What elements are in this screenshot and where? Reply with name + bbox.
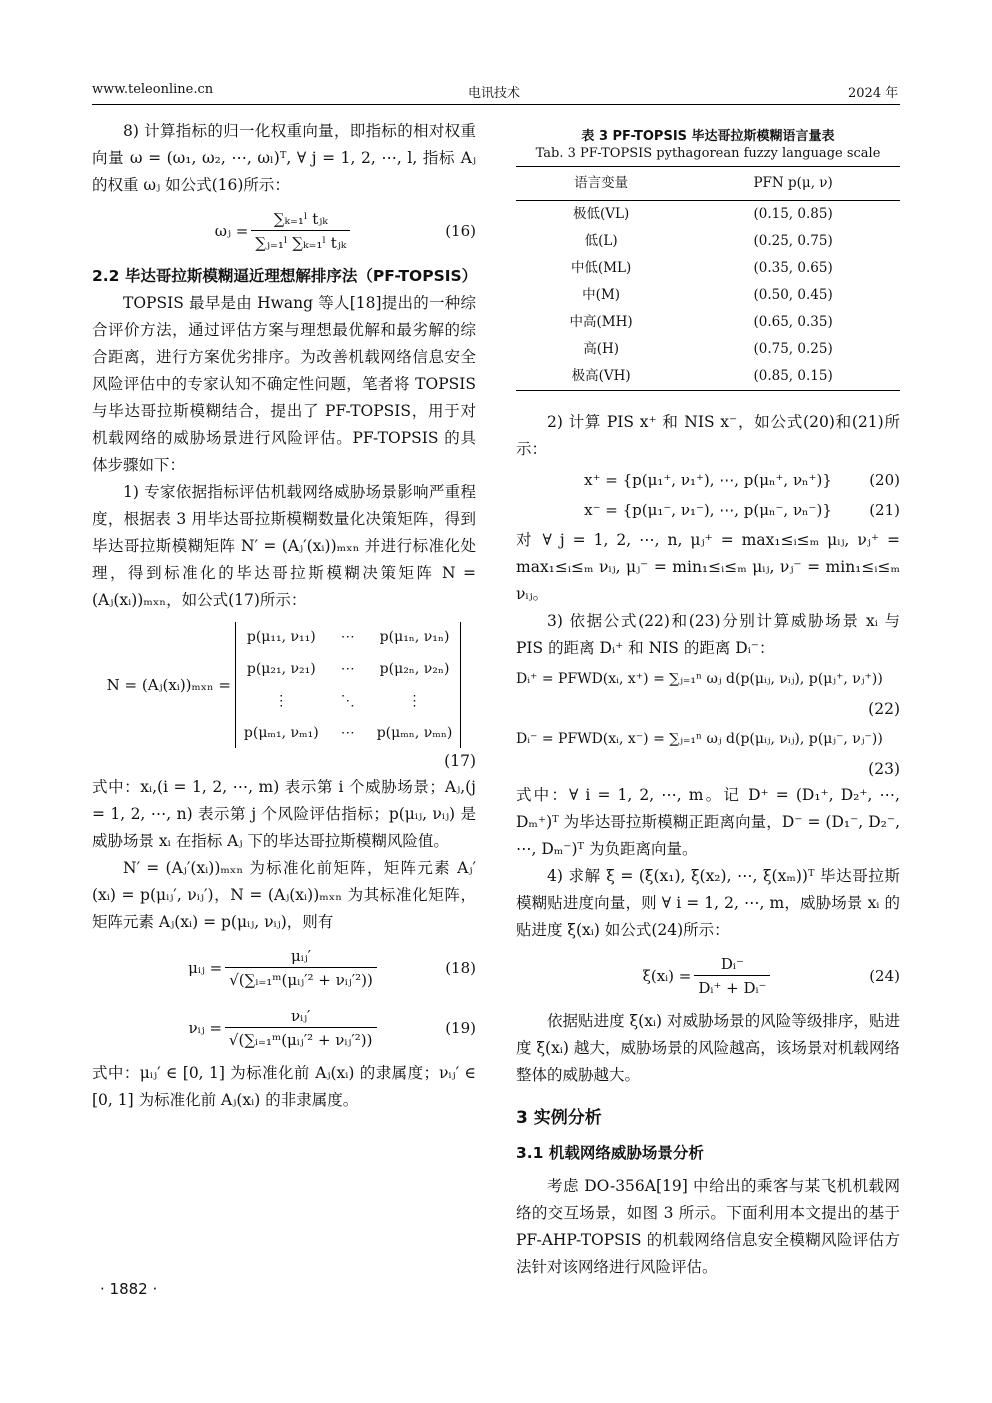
table-row [516,336,900,363]
header-url: www.teleonline.cn [92,82,214,97]
matrix-cell: p(μ₂ₙ, ν₂ₙ) [379,661,450,677]
paragraph-topsis-intro: TOPSIS 最早是由 Hwang 等人[18]提出的一种综合评价方法，通过评估方案与理想最优解和最劣解的综合距离，进行方案优劣排序。为改善机载网络信息安全风险评估中的专家认知不确定性问题，笔者将 TOPSIS 与毕达哥拉斯模糊结合，提出了 PF-TOPSIS，用于对机载网络的威胁场景进行风险评估。PF-TOPSIS 的具体步骤如下： [92,294,476,474]
paragraph-where-18-19: 式中：μᵢⱼ′ ∈ [0, 1] 为标准化前 Aⱼ(xᵢ) 的隶属度；νᵢⱼ′ ∈ [0, 1] 为标准化前 Aⱼ(xᵢ) 的非隶属度。 [92,1064,476,1109]
paragraph-step8: 8) 计算指标的归一化权重向量，即指标的相对权重向量 ω = (ω₁, ω₂, ⋯, ωₗ)ᵀ, ∀ j = 1, 2, ⋯, l, 指标 Aⱼ 的权重 ωⱼ 如公式(16)所示： [92,122,476,194]
eq18-lhs: μᵢⱼ = [188,959,223,977]
table-cell: 中低(ML) [570,260,632,276]
table-header-cell: PFN p(μ, ν) [686,167,900,201]
matrix-cell: ⋯ [340,629,355,645]
matrix-cell: ⋮ [407,693,422,709]
equation-24 [516,948,900,1004]
eq19-numerator: νᵢⱼ′ [225,1005,377,1028]
matrix-cell: ⋯ [340,661,355,677]
right-column [516,128,900,1281]
eq21-number: (21) [869,501,900,519]
eq23-body: Dᵢ⁻ = PFWD(xᵢ, x⁻) = ∑ⱼ₌₁ⁿ ωⱼ d(p(μᵢⱼ, νᵢⱼ), p(μⱼ⁻, νⱼ⁻)) [516,731,883,747]
matrix-cell: ⋯ [340,725,355,741]
matrix-cell: p(μ₂₁, ν₂₁) [246,661,316,677]
eq17-number: (17) [444,752,476,770]
eq19-lhs: νᵢⱼ = [188,1019,222,1037]
eq20-number: (20) [869,471,900,489]
matrix-cell: ⋮ [274,693,289,709]
eq16-denominator: ∑ⱼ₌₁ˡ ∑ₖ₌₁ˡ tⱼₖ [255,233,347,252]
eq16-fraction [251,208,350,255]
matrix-cell: p(μₘₙ, νₘₙ) [376,725,453,741]
left-column [92,118,476,1114]
eq20-body: x⁺ = {p(μ₁⁺, ν₁⁺), ⋯, p(μₙ⁺, νₙ⁺)} [584,471,832,489]
table-cell: (0.35, 0.65) [753,260,833,276]
paragraph-where-17: 式中：xᵢ,(i = 1, 2, ⋯, m) 表示第 i 个威胁场景；Aⱼ,(j = 1, 2, ⋯, n) 表示第 j 个风险评估指标；p(μᵢⱼ, νᵢⱼ) 是威胁场景 xᵢ 在指标 Aⱼ 下的毕达哥拉斯模糊风险值。 [92,778,476,850]
matrix-cell: p(μ₁ₙ, ν₁ₙ) [379,629,450,645]
table-cell: 极低(VL) [572,206,630,222]
eq16-numerator: ∑ₖ₌₁ˡ tⱼₖ [251,208,350,231]
eq19-number: (19) [445,1019,476,1037]
matrix-cell: p(μ₁₁, ν₁₁) [246,629,316,645]
table-cell: (0.65, 0.35) [753,314,833,330]
table-cell: 中(M) [582,287,621,303]
eq22-body: Dᵢ⁺ = PFWD(xᵢ, x⁺) = ∑ⱼ₌₁ⁿ ωⱼ d(p(μᵢⱼ, νᵢⱼ), p(μⱼ⁺, νⱼ⁺)) [516,671,883,687]
equation-22 [516,666,900,692]
eq21-body: x⁻ = {p(μ₁⁻, ν₁⁻), ⋯, p(μₙ⁻, νₙ⁻)} [584,501,832,519]
equation-18 [92,940,476,996]
table-cell: (0.15, 0.85) [753,206,833,222]
paragraph-step2: 2) 计算 PIS x⁺ 和 NIS x⁻，如公式(20)和(21)所示： [516,413,900,458]
table-row [516,201,900,229]
table-header-cell: 语言变量 [516,167,686,201]
equation-20 [516,467,900,493]
table-cell: 中高(MH) [569,314,633,330]
paragraph-step3: 3) 依据公式(22)和(23)分别计算威胁场景 xᵢ 与 PIS 的距离 Dᵢ⁺ 和 NIS 的距离 Dᵢ⁻： [516,612,900,657]
table3-caption-en: Tab. 3 PF-TOPSIS pythagorean fuzzy language scale [535,146,881,161]
section-3-heading: 3 实例分析 [516,1108,602,1128]
page-number: · 1882 · [100,1280,158,1298]
paragraph-step4: 4) 求解 ξ = (ξ(x₁), ξ(x₂), ⋯, ξ(xₘ))ᵀ 毕达哥拉斯模糊贴进度向量，则 ∀ i = 1, 2, ⋯, m，威胁场景 xᵢ 的贴进度 ξ(xᵢ) 如公式(24)所示： [516,867,900,939]
eq19-fraction [225,1005,377,1052]
eq16-lhs: ωⱼ = [214,222,249,240]
table3-caption-cn: 表 3 PF-TOPSIS 毕达哥拉斯模糊语言量表 [581,129,835,144]
eq24-lhs: ξ(xᵢ) = [642,967,692,985]
eq16-number: (16) [445,222,476,240]
table-cell: 高(H) [583,341,620,357]
eq18-numerator: μᵢⱼ′ [225,945,377,968]
paragraph-scenario: 考虑 DO-356A[19] 中给出的乘客与某飞机机载网络的交互场景，如图 3 所示。下面利用本文提出的基于 PF-AHP-TOPSIS 的机载网络信息安全模糊风险评估方法针对该网络进行风险评估。 [516,1177,900,1276]
section-3-1-heading: 3.1 机载网络威胁场景分析 [516,1144,704,1162]
paragraph-normalization: N′ = (Aⱼ′(xᵢ))ₘₓₙ 为标准化前矩阵，矩阵元素 Aⱼ′(xᵢ) = p(μᵢⱼ′, νᵢⱼ′)，N = (Aⱼ(xᵢ))ₘₓₙ 为其标准化矩阵，矩阵元素 Aⱼ(xᵢ) = p(μᵢⱼ, νᵢⱼ)，则有 [92,859,476,931]
eq17-matrix-wrap [107,622,462,748]
header-year: 2024 年 [848,86,899,101]
header-journal: 电讯技术 [468,86,521,101]
table-cell: (0.50, 0.45) [753,287,833,303]
paragraph-max-min: 对 ∀ j = 1, 2, ⋯, n, μⱼ⁺ = max₁≤ᵢ≤ₘ μᵢⱼ, νⱼ⁺ = max₁≤ᵢ≤ₘ νᵢⱼ, μⱼ⁻ = min₁≤ᵢ≤ₘ μᵢⱼ, νⱼ⁻ = min₁≤ᵢ≤ₘ νᵢⱼ。 [516,531,900,603]
matrix-cell: p(μₘ₁, νₘ₁) [243,725,319,741]
table-row [516,282,900,309]
eq24-numerator: Dᵢ⁻ [694,953,770,976]
paragraph-ranking: 依据贴进度 ξ(xᵢ) 对威胁场景的风险等级排序，贴进度 ξ(xᵢ) 越大，威胁场景的风险越高，该场景对机载网络整体的威胁越大。 [516,1012,900,1084]
table-cell: 低(L) [584,233,618,249]
equation-21 [516,497,900,523]
eq18-number: (18) [445,959,476,977]
table-row [516,363,900,391]
eq23-number: (23) [868,760,900,778]
table-cell: (0.25, 0.75) [753,233,833,249]
paragraph-step1: 1) 专家依据指标评估机载网络威胁场景影响严重程度，根据表 3 用毕达哥拉斯模糊数量化决策矩阵，得到毕达哥拉斯模糊矩阵 N′ = (Aⱼ′(xᵢ))ₘₓₙ 并进行标准化处理，得到标准化的毕达哥拉斯模糊决策矩阵 N = (Aⱼ(xᵢ))ₘₓₙ，如公式(17)所示： [92,483,476,609]
eq17-lhs: N = (Aⱼ(xᵢ))ₘₓₙ = [106,676,231,694]
eq24-number: (24) [869,967,900,985]
eq18-fraction [225,945,377,992]
table-cell: (0.75, 0.25) [753,341,833,357]
section-2-2-heading: 2.2 毕达哥拉斯模糊逼近理想解排序法（PF-TOPSIS） [92,267,478,285]
header-rule [92,104,900,105]
equation-19 [92,1000,476,1056]
table-header-row [516,167,900,201]
eq22-number: (22) [868,700,900,718]
table-cell: (0.85, 0.15) [686,363,900,391]
table-cell: 极高(VH) [516,363,686,391]
matrix-cell: ⋱ [340,693,355,709]
eq24-fraction [694,953,770,1000]
table-row [516,228,900,255]
table-3 [516,166,900,391]
eq19-denominator: √(∑ᵢ₌₁ᵐ(μᵢⱼ′² + νᵢⱼ′²)) [228,1030,373,1049]
equation-16 [92,203,476,259]
table-row [516,255,900,282]
eq17-matrix [235,622,461,748]
eq24-denominator: Dᵢ⁺ + Dᵢ⁻ [698,978,767,997]
table-row [516,309,900,336]
eq18-denominator: √(∑ᵢ₌₁ᵐ(μᵢⱼ′² + νᵢⱼ′²)) [229,970,373,989]
paragraph-distance-vectors: 式中：∀ i = 1, 2, ⋯, m。记 D⁺ = (D₁⁺, D₂⁺, ⋯, Dₘ⁺)ᵀ 为毕达哥拉斯模糊正距离向量，D⁻ = (D₁⁻, D₂⁻, ⋯, Dₘ⁻)ᵀ 为负距离向量。 [516,786,900,858]
equation-17 [92,622,476,748]
equation-23 [516,726,900,752]
